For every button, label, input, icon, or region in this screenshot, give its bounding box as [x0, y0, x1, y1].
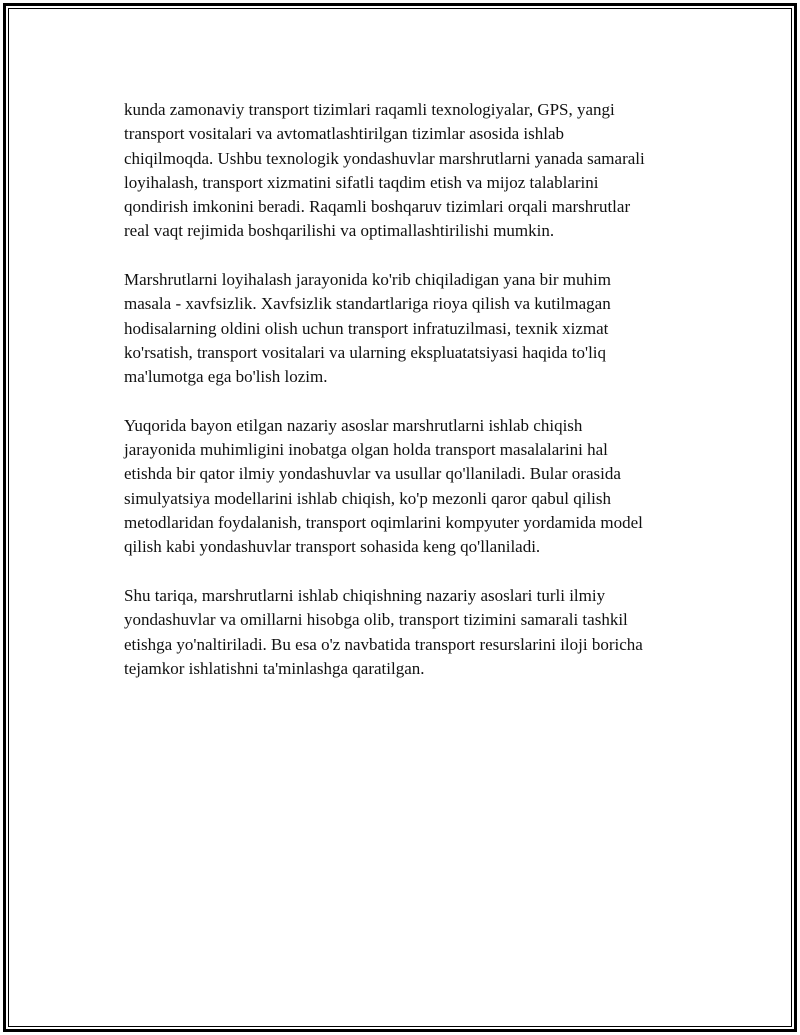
paragraph-1: kunda zamonaviy transport tizimlari raqamli texnologiyalar, GPS, yangi transport vositalari va avtomatlashtirilgan tizimlar asosida ishlab chiqilmoqda. Ushbu texnologik yondashuvlar marshrutlarni yanada samarali loyihalash, transport xizmatini sifatli taqdim etish va mijoz talablarini qondirish imkonini beradi. Raqamli boshqaruv tizimlari orqali marshrutlar real vaqt rejimida boshqarilishi va optimallashtirilishi mumkin. [124, 100, 645, 241]
document-body [124, 98, 704, 705]
paragraph-3: Yuqorida bayon etilgan nazariy asoslar marshrutlarni ishlab chiqish jarayonida muhimligini inobatga olgan holda transport masalalarini hal etishda bir qator ilmiy yondashuvlar va usullar qo'llaniladi. Bular orasida simulyatsiya modellarini ishlab chiqish, ko'p mezonli qaror qabul qilish metodlaridan foydalanish, transport oqimlarini kompyuter yordamida model qilish kabi yondashuvlar transport sohasida keng qo'llaniladi. [124, 415, 643, 557]
page-border [3, 3, 797, 1032]
paragraph-4: Shu tariqa, marshrutlarni ishlab chiqishning nazariy asoslari turli ilmiy yondashuvlar va omillarni hisobga olib, transport tizimini samarali tashkil etishga yo'naltiriladi. Bu esa o'z navbatida transport resurslarini iloji boricha tejamkor ishlatishni ta'minlashga qaratilgan. [124, 585, 643, 678]
paragraph-2: Marshrutlarni loyihalash jarayonida ko'rib chiqiladigan yana bir muhim masala - xavfsizlik. Xavfsizlik standartlariga rioya qilish va kutilmagan hodisalarning oldini olish uchun transport infratuzilmasi, texnik xizmat ko'rsatish, transport vositalari va ularning ekspluatatsiyasi haqida to'liq ma'lumotga ega bo'lish lozim. [124, 270, 611, 387]
